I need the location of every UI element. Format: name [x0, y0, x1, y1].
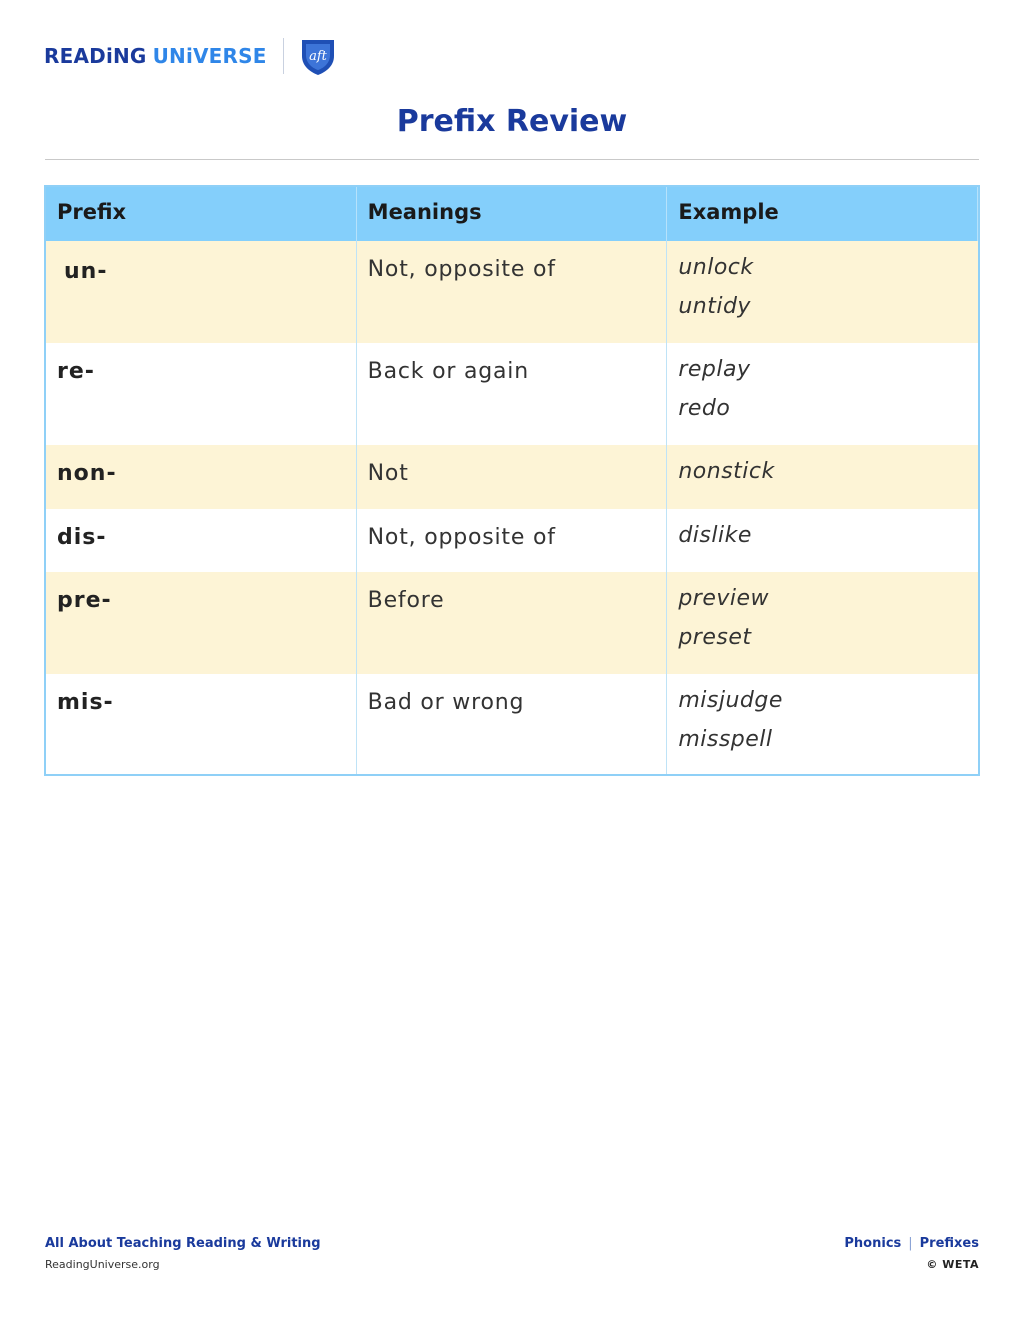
- meaning-cell: [357, 572, 668, 674]
- footer-site-link[interactable]: ReadingUniverse.org: [45, 1258, 160, 1271]
- example-cell: [667, 445, 978, 509]
- example-word: unlock: [678, 255, 754, 280]
- prefix-cell: [46, 674, 357, 774]
- footer-link-prefixes[interactable]: Prefixes: [919, 1236, 979, 1251]
- example-cell: [667, 509, 978, 572]
- meaning-cell: [357, 445, 668, 509]
- example-word: redo: [678, 396, 731, 421]
- table-row: [46, 509, 978, 572]
- example-cell: [667, 674, 978, 774]
- table-row: [46, 674, 978, 774]
- example-word: nonstick: [678, 459, 775, 484]
- example-word: misspell: [678, 727, 773, 752]
- meaning-text: Not: [367, 461, 409, 486]
- column-header-meanings: Meanings: [357, 187, 668, 241]
- meaning-cell: [357, 509, 668, 572]
- prefix-text: dis-: [57, 525, 107, 550]
- column-header-prefix: Prefix: [46, 187, 357, 241]
- meaning-cell: [357, 343, 668, 445]
- header: [44, 36, 338, 76]
- example-word: dislike: [678, 523, 752, 548]
- meaning-text: Back or again: [367, 359, 529, 384]
- prefix-text: mis-: [57, 690, 114, 715]
- example-cell: [667, 572, 978, 674]
- example-cell: [667, 241, 978, 343]
- table-header-row: [46, 187, 978, 241]
- footer-breadcrumb: [844, 1236, 979, 1251]
- meaning-text: Not, opposite of: [367, 525, 556, 550]
- footer-separator: |: [908, 1236, 913, 1251]
- aft-shield-logo-icon[interactable]: [298, 36, 338, 76]
- footer-link-phonics[interactable]: Phonics: [844, 1236, 902, 1251]
- title-divider: [45, 159, 979, 160]
- footer-tagline: All About Teaching Reading & Writing: [45, 1236, 321, 1251]
- table-row: [46, 343, 978, 445]
- example-cell: [667, 343, 978, 445]
- meaning-text: Bad or wrong: [367, 690, 525, 715]
- table-row: [46, 241, 978, 343]
- prefix-cell: [46, 241, 357, 343]
- footer-right: [844, 1236, 979, 1271]
- prefix-cell: [46, 572, 357, 674]
- table-row: [46, 572, 978, 674]
- footer-left: [45, 1236, 321, 1271]
- logo-divider: [283, 38, 284, 74]
- prefix-cell: [46, 343, 357, 445]
- logo-universe-text: UNiVERSE: [152, 44, 267, 68]
- prefix-text: non-: [57, 461, 117, 486]
- prefix-text: un-: [64, 259, 108, 284]
- prefix-text: pre-: [57, 588, 112, 613]
- example-word: replay: [678, 357, 751, 382]
- example-word: untidy: [678, 294, 751, 319]
- prefix-table: [44, 185, 980, 776]
- reading-universe-logo[interactable]: [44, 44, 267, 68]
- meaning-cell: [357, 674, 668, 774]
- table-row: [46, 445, 978, 509]
- example-word: misjudge: [678, 688, 783, 713]
- meaning-cell: [357, 241, 668, 343]
- column-header-example: Example: [667, 187, 978, 241]
- aft-logo-text: aft: [308, 49, 327, 64]
- prefix-text: re-: [57, 359, 95, 384]
- meaning-text: Not, opposite of: [367, 257, 556, 282]
- meaning-text: Before: [367, 588, 445, 613]
- footer-copyright: © WETA: [926, 1258, 979, 1271]
- example-word: preview: [678, 586, 770, 611]
- page-title: Prefix Review: [396, 104, 628, 139]
- example-word: preset: [678, 625, 752, 650]
- prefix-cell: [46, 445, 357, 509]
- logo-reading-text: READiNG: [44, 44, 147, 68]
- prefix-cell: [46, 509, 357, 572]
